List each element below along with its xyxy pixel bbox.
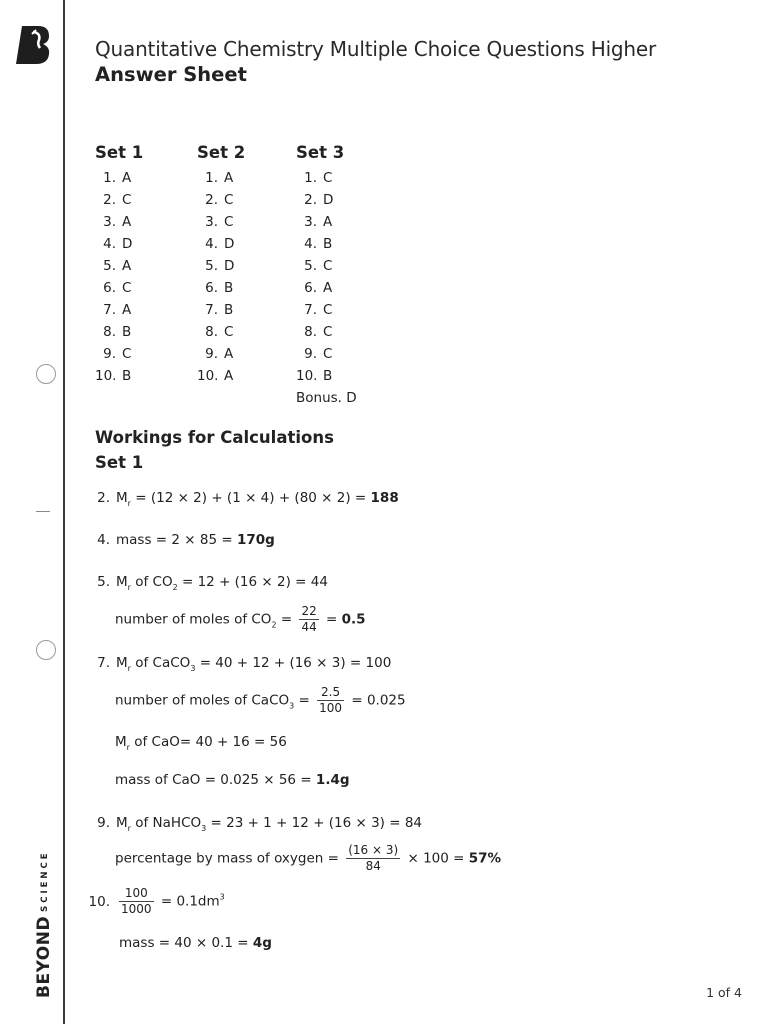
question-number: 4. [304, 236, 317, 252]
answer-item [296, 277, 357, 299]
answer-letter: C [323, 258, 333, 274]
answer-item [296, 255, 357, 277]
answer-letter: B [122, 368, 132, 384]
punch-hole-icon [36, 640, 56, 660]
question-number: 2. [304, 192, 317, 208]
page-number: 1 of 4 [706, 985, 742, 1000]
answer-item [197, 321, 245, 343]
answer-letter: C [122, 280, 132, 296]
answer-value: 57% [468, 850, 502, 867]
set-heading: Set 3 [296, 143, 345, 162]
question-number: 9. [205, 346, 218, 362]
workings-heading: Workings for Calculations [95, 428, 334, 447]
answer-item [95, 299, 143, 321]
answer-item [95, 343, 143, 365]
answer-item [197, 255, 245, 277]
answer-letter: B [224, 280, 234, 296]
working-q7-moles: number of moles of CaCO$_3$ = $\frac{2.5}{100}$ = 0.025 [115, 685, 406, 715]
answer-item [95, 167, 143, 189]
answer-item [296, 299, 357, 321]
question-number: 2. [103, 192, 116, 208]
answer-item [296, 211, 357, 233]
question-number: 7. [103, 302, 116, 318]
question-number: 6. [205, 280, 218, 296]
brand-sub: SCIENCE [40, 850, 50, 912]
page-subtitle: Answer Sheet [95, 63, 247, 86]
brand-main: BEYOND [34, 915, 54, 998]
answer-letter: C [323, 170, 333, 186]
answer-letter: A [122, 258, 132, 274]
answer-letter: D [224, 258, 235, 274]
answer-item [95, 277, 143, 299]
answer-letter: A [323, 214, 333, 230]
working-q9-percent: percentage by mass of oxygen = $\frac{(16 \times 3)}{84}$ × 100 = 57% [115, 843, 502, 873]
answer-item [95, 321, 143, 343]
answer-letter: C [323, 324, 333, 340]
answer-item [197, 189, 245, 211]
working-q7-mr: 7. $M_r$ of CaCO$_3$ = 40 + 12 + (16 × 3) = 100 [97, 655, 392, 673]
fraction: $\frac{(16 \times 3)}{84}$ [348, 843, 399, 873]
answer-item [95, 189, 143, 211]
question-number: 7. [205, 302, 218, 318]
answer-letter: C [323, 302, 333, 318]
working-q4: 4. mass = 2 × 85 = 170g [97, 532, 275, 548]
answer-item [197, 365, 245, 387]
punch-hole-icon [36, 364, 56, 384]
brand-vertical [34, 850, 54, 998]
answer-item [296, 189, 357, 211]
answer-item [296, 233, 357, 255]
question-number: 4. [103, 236, 116, 252]
working-q7-mass: mass of CaO = 0.025 × 56 = 1.4g [115, 772, 350, 788]
question-number: 6. [103, 280, 116, 296]
answer-letter: C [323, 346, 333, 362]
question-number: 8. [205, 324, 218, 340]
answer-item [197, 277, 245, 299]
question-number: 1. [205, 170, 218, 186]
answer-item [95, 233, 143, 255]
fraction: $\frac{2.5}{100}$ [319, 685, 343, 715]
answer-item [197, 167, 245, 189]
working-q5-mr: 5. $M_r$ of $CO_2 = 12 + (16 \times 2) = 44$ [97, 574, 328, 592]
working-q10-mass: mass = 40 × 0.1 = 4g [119, 935, 272, 951]
answer-item [296, 321, 357, 343]
question-number: 3. [205, 214, 218, 230]
fraction: $\frac{100}{1000}$ [121, 886, 152, 916]
answer-letter: D [224, 236, 235, 252]
answer-value: 4g [252, 935, 272, 951]
question-number: 10. [296, 368, 318, 384]
answer-item [95, 255, 143, 277]
answer-item [197, 299, 245, 321]
answer-letter: A [323, 280, 333, 296]
fraction: $\frac{22}{44}$ [301, 604, 317, 634]
answer-value: 170g [236, 532, 275, 548]
answer-item [95, 211, 143, 233]
answer-letter: B [224, 302, 234, 318]
answer-item [197, 343, 245, 365]
question-number: 8. [103, 324, 116, 340]
question-number: 5. [205, 258, 218, 274]
answers-set-2 [197, 143, 245, 387]
question-number: 9. [103, 346, 116, 362]
answer-letter: A [122, 302, 132, 318]
page-title: Quantitative Chemistry Multiple Choice Questions Higher [95, 37, 657, 61]
set-heading: Set 1 [95, 143, 144, 162]
answer-letter: A [122, 214, 132, 230]
question-number: 10. [197, 368, 219, 384]
answer-letter: A [224, 346, 234, 362]
working-q7-cao: $M_r$ of CaO= 40 + 16 = 56 [115, 734, 287, 752]
answer-item [296, 343, 357, 365]
answer-letter: A [224, 368, 234, 384]
bonus-answer: Bonus. D [296, 390, 357, 406]
answer-item [296, 167, 357, 189]
fold-mark [36, 511, 50, 512]
answer-item [95, 365, 143, 387]
working-q5-moles: number of moles of $CO_2$ = $\frac{22}{44}$ = 0.5 [115, 604, 366, 634]
question-number: 3. [103, 214, 116, 230]
answer-item [197, 233, 245, 255]
working-q9-mr: 9. $M_r$ of NaHCO$_3$ = 23 + 1 + 12 + (16 × 3) = 84 [97, 815, 423, 833]
answers-set-3 [296, 143, 357, 409]
answer-letter: D [323, 192, 334, 208]
working-q10-volume: 10. $\frac{100}{1000}$ = $0.1dm^3$ [88, 886, 225, 916]
answer-letter: A [224, 170, 234, 186]
question-number: 5. [103, 258, 116, 274]
question-number: 5. [304, 258, 317, 274]
question-number: 8. [304, 324, 317, 340]
answers-set-1 [95, 143, 143, 387]
question-number: 4. [205, 236, 218, 252]
beyond-logo-icon [16, 24, 50, 64]
working-q2: 2. $M_r = (12 \times 2) + (1 \times 4) + (80 \times 2) = 188$ [97, 490, 399, 508]
answer-letter: B [323, 236, 333, 252]
answer-value: 188 [370, 490, 399, 506]
answer-letter: B [122, 324, 132, 340]
margin-rule [63, 0, 65, 1024]
answer-letter: C [122, 346, 132, 362]
answer-letter: C [224, 192, 234, 208]
set-heading: Set 2 [197, 143, 246, 162]
answer-letter: D [122, 236, 133, 252]
answer-letter: C [224, 324, 234, 340]
question-number: 1. [304, 170, 317, 186]
question-number: 7. [304, 302, 317, 318]
question-number: 9. [304, 346, 317, 362]
question-number: 2. [205, 192, 218, 208]
question-number: 1. [103, 170, 116, 186]
answer-item [296, 365, 357, 387]
answer-letter: C [224, 214, 234, 230]
answer-value: 1.4g [315, 772, 350, 788]
answer-value: 0.5 [341, 611, 366, 628]
question-number: 3. [304, 214, 317, 230]
question-number: 10. [95, 368, 117, 384]
answer-letter: A [122, 170, 132, 186]
answer-item [197, 211, 245, 233]
question-number: 6. [304, 280, 317, 296]
answer-letter: B [323, 368, 333, 384]
workings-set-heading: Set 1 [95, 453, 144, 472]
answer-letter: C [122, 192, 132, 208]
